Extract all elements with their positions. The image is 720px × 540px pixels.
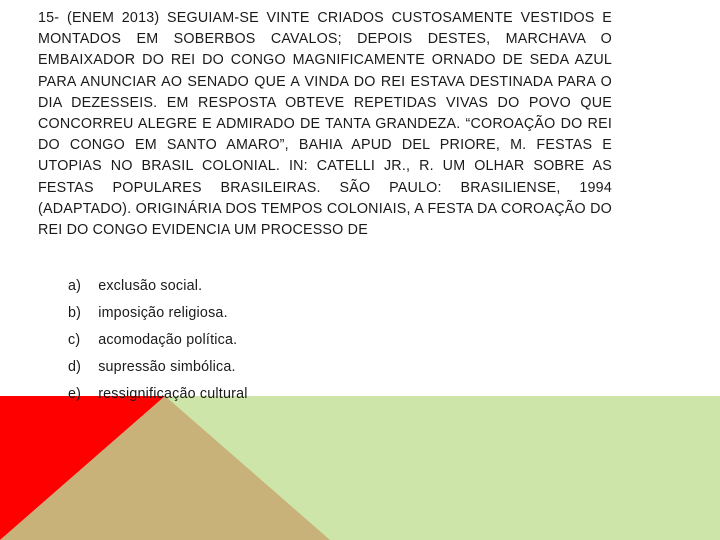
option-a-letter: a) (68, 278, 82, 294)
question-text: 15- (ENEM 2013) SEGUIAM-SE VINTE CRIADOS CUSTOSAMENTE VESTIDOS E MONTADOS EM SOBERBOS CAVALOS; DEPOIS DESTES, MARCHAVA O EMBAIXADOR DO REI DO CONGO MAGNIFICAMENTE ORNADO DE SEDA AZUL PARA ANUNCIAR AO SENADO QUE A VINDA DO REI ESTAVA DESTINADA PARA O DIA DEZESSEIS. EM RESPOSTA OBTEVE REPETIDAS VIVAS DO POVO QUE CONCORREU ALEGRE E ADMIRADO DE TANTA GRANDEZA. “COROAÇÃO DO REI DO CONGO EM SANTO AMARO”, BAHIA APUD DEL PRIORE, M. FESTAS E UTOPIAS NO BRASIL COLONIAL. IN: CATELLI JR., R. UM OLHAR SOBRE AS FESTAS POPULARES BRASILEIRAS. SÃO PAULO: BRASILIENSE, 1994 (ADAPTADO). ORIGINÁRIA DOS TEMPOS COLONIAIS, A FESTA DA COROAÇÃO DO REI DO CONGO EVIDENCIA UM PROCESSO DE (38, 10, 612, 239)
option-c-letter: c) (68, 332, 81, 348)
option-e-letter: e) (68, 386, 82, 402)
option-b-text: imposição religiosa. (98, 305, 228, 321)
option-b-letter: b) (68, 305, 82, 321)
option-e-text: ressignificação cultural (98, 386, 248, 402)
option-d-text: supressão simbólica. (98, 359, 236, 375)
option-b (68, 304, 248, 331)
option-a-text: exclusão social. (98, 278, 203, 294)
option-d (68, 358, 248, 385)
option-d-letter: d) (68, 359, 82, 375)
option-c (68, 331, 248, 358)
option-e (68, 385, 248, 412)
option-a (68, 277, 248, 304)
option-c-text: acomodação política. (98, 332, 238, 348)
answer-options (68, 277, 248, 412)
